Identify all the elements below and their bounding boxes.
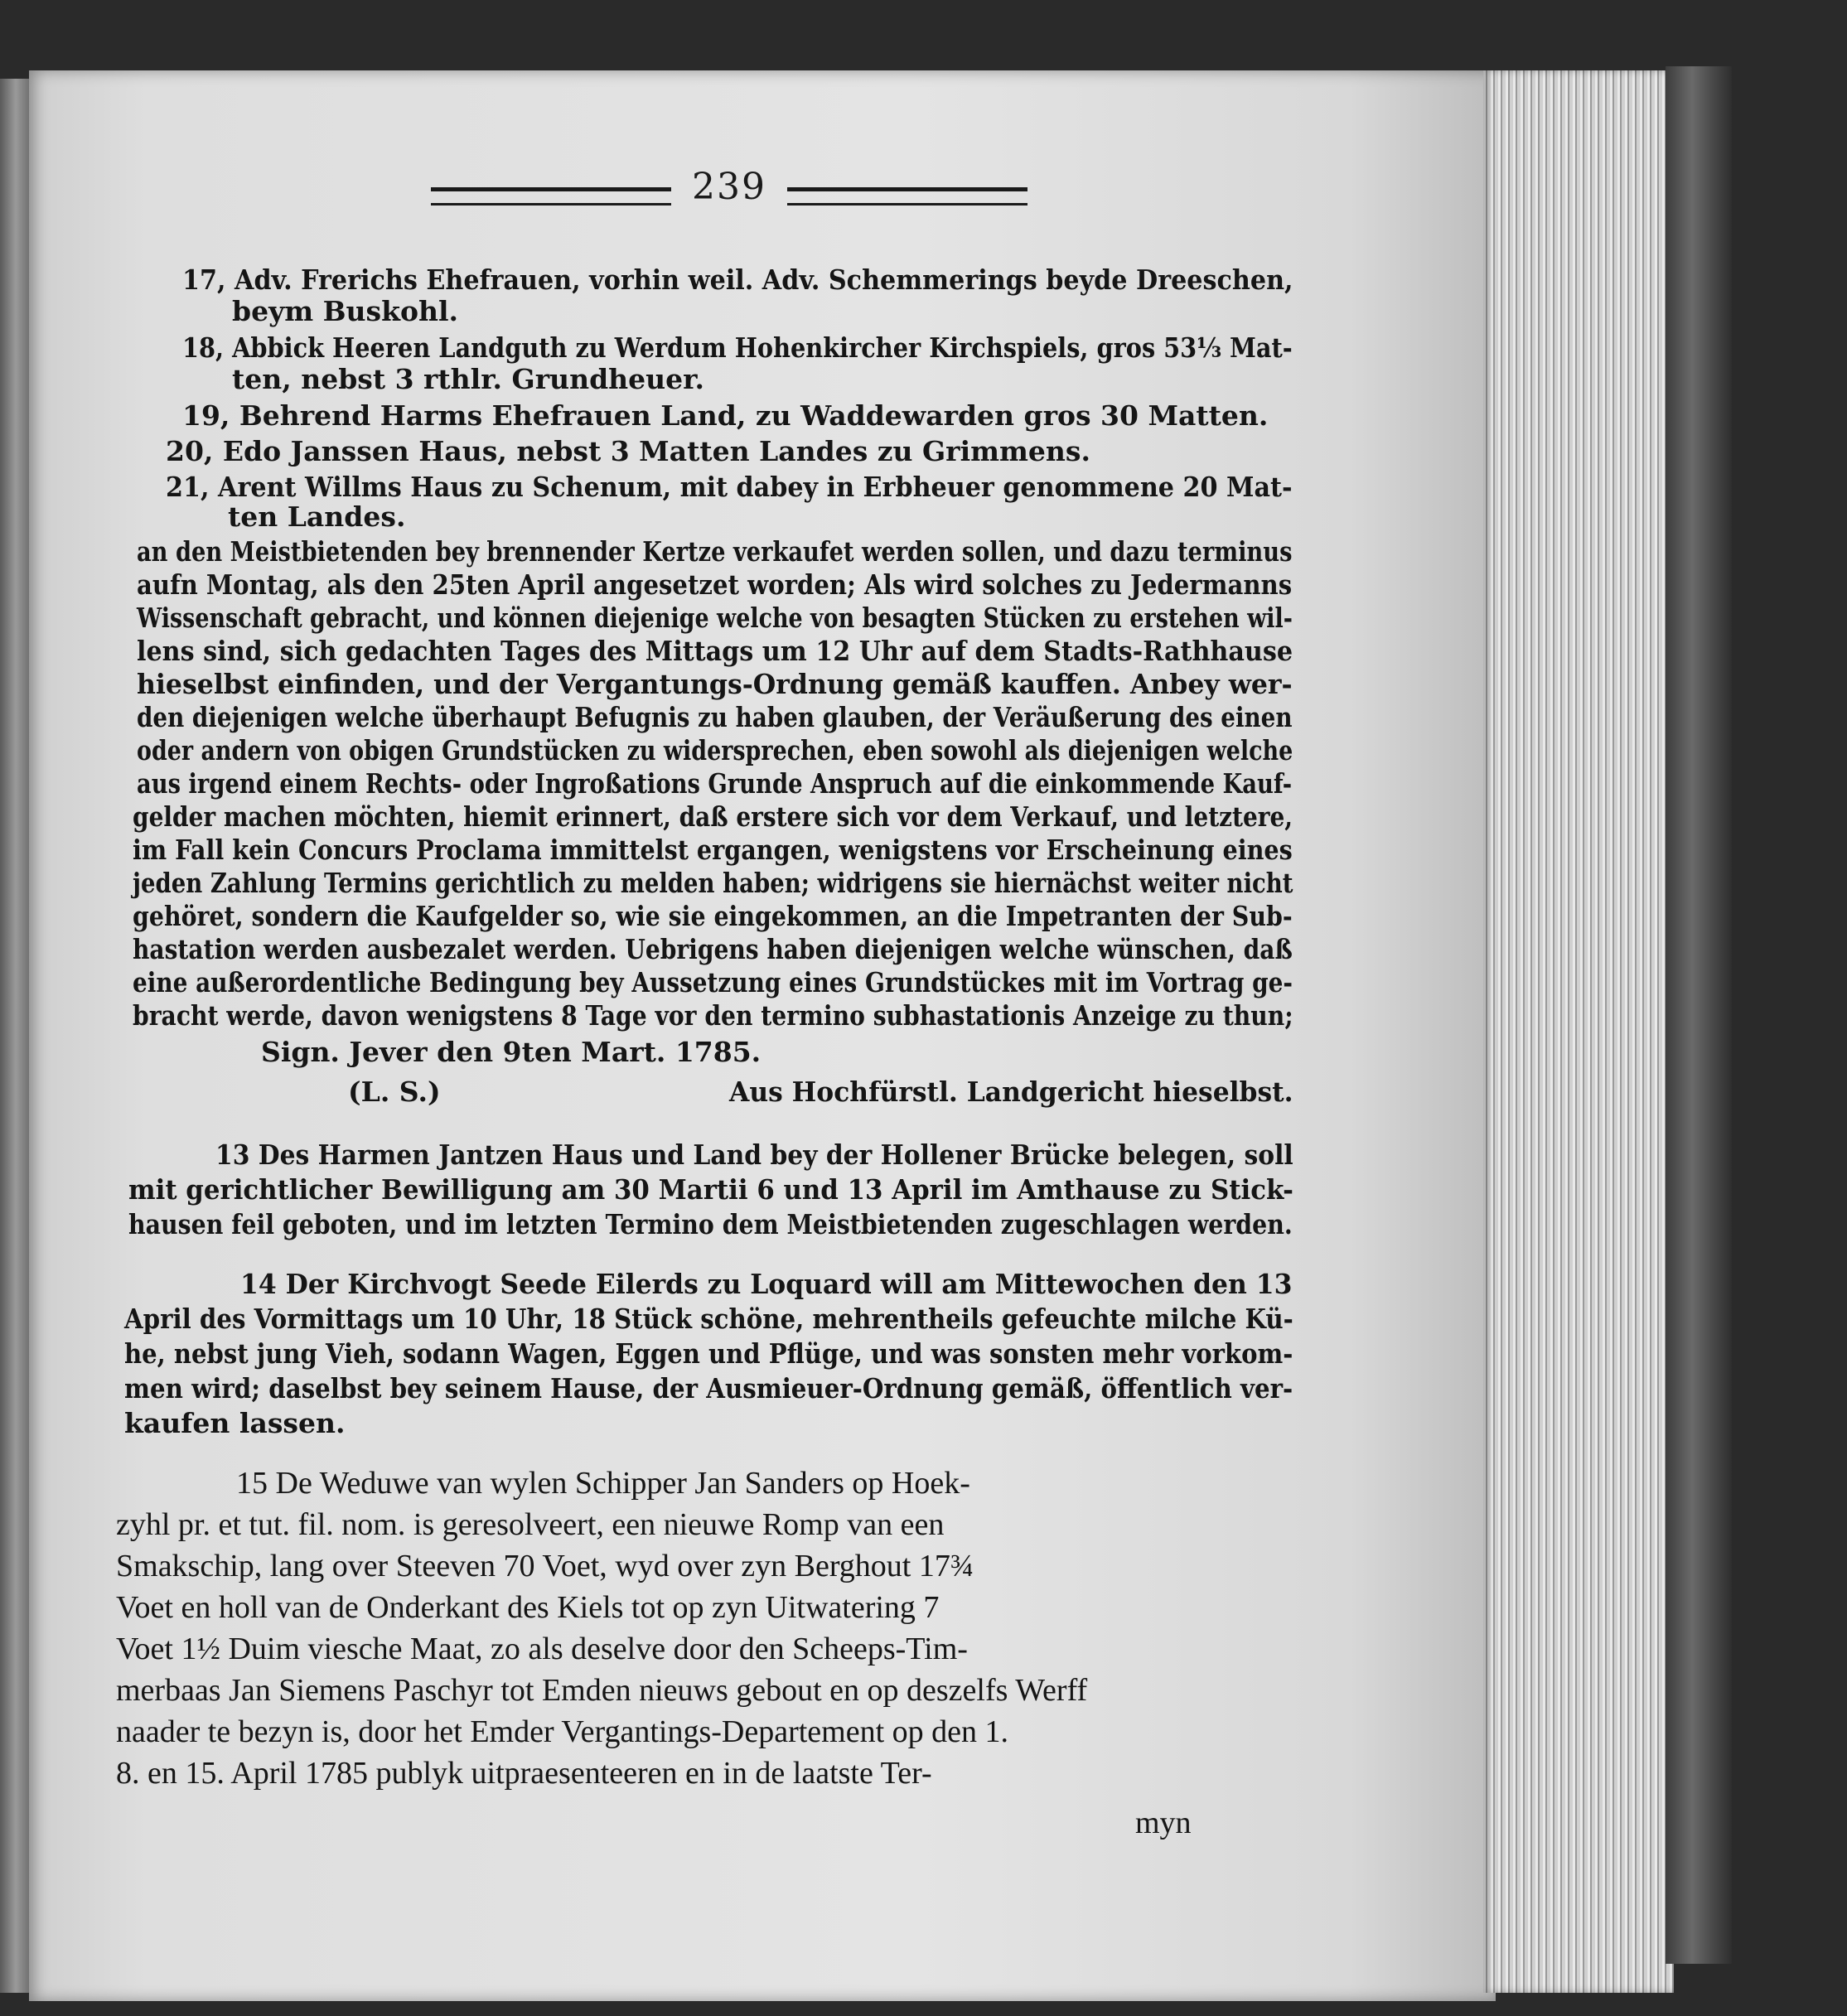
issuer-line: Aus Hochfürstl. Landgericht hieselbst. [729,1076,1293,1108]
text-line: 13 Des Harmen Jantzen Haus und Land bey der Hollener Brücke belegen, soll [215,1139,1293,1171]
text-line: Wissenschaft gebracht, und können diejenige welche von besagten Stücken zu erstehen wil- [137,602,1293,634]
text-line: hausen feil geboten, und im letzten Termino dem Meistbietenden zugeschlagen werden. [128,1208,1293,1240]
text-line: bracht werde, davon wenigstens 8 Tage vor den termino subhastationis Anzeige zu thun; [133,999,1293,1032]
text-line: Voet 1½ Duim viesche Maat, zo als deselve door den Scheeps-Tim- [116,1632,968,1666]
text-line: ten Landes. [228,500,406,533]
text-line: aufn Montag, als den 25ten April angesetzet worden; Als wird solches zu Jedermanns [137,568,1293,601]
page-number: 239 [692,166,766,208]
text-line: kaufen lassen. [124,1407,346,1439]
text-line: merbaas Jan Siemens Paschyr tot Emden nieuws gebout en op deszelfs Werff [116,1673,1088,1708]
text-line: 14 Der Kirchvogt Seede Eilerds zu Loquard will am Mittewochen den 13 [240,1268,1293,1300]
text-line: aus irgend einem Rechts- oder Ingroßations Grunde Anspruch auf die einkommende Kauf- [137,767,1293,800]
text-line: hastation werden ausbezalet werden. Uebrigens haben diejenigen welche wünschen, daß [133,933,1293,965]
left-page-edge [0,79,31,1993]
header-rule-right [787,187,1027,205]
text-line: 15 De Weduwe van wylen Schipper Jan Sanders op Hoek- [236,1466,970,1501]
text-line: 8. en 15. April 1785 publyk uitpraesenteeren en in de laatste Ter- [116,1756,932,1791]
text-line: im Fall kein Concurs Proclama immittelst ergangen, wenigstens vor Erscheinung eines [133,834,1293,866]
text-line: gehöret, sondern die Kaufgelder so, wie sie eingekommen, an die Impetranten der Sub- [133,900,1293,932]
text-line: hieselbst einfinden, und der Vergantungs-Ordnung gemäß kauffen. Anbey wer- [137,668,1293,700]
text-line: jeden Zahlung Termins gerichtlich zu melden haben; widrigens sie hiernächst weiter nicht [133,867,1293,899]
signature-line: Sign. Jever den 9ten Mart. 1785. [261,1036,762,1068]
text-line: ten, nebst 3 rthlr. Grundheuer. [232,363,704,395]
text-line: 21, Arent Willms Haus zu Schenum, mit dabey in Erbheuer genommene 20 Mat- [166,471,1293,503]
text-line: gelder machen möchten, hiemit erinnert, daß erstere sich vor dem Verkauf, und letztere, [133,800,1293,833]
book-cover-edge [1666,66,1732,1964]
text-line: men wird; daselbst bey seinem Hause, der Ausmieuer-Ordnung gemäß, öffentlich ver- [124,1372,1293,1404]
text-line: an den Meistbietenden bey brennender Kertze verkaufet werden sollen, und dazu terminus [137,535,1293,568]
text-line: 17, Adv. Frerichs Ehefrauen, vorhin weil. Adv. Schemmerings beyde Dreeschen, [182,263,1293,296]
text-line: beym Buskohl. [232,295,459,327]
text-line: 20, Edo Janssen Haus, nebst 3 Matten Landes zu Grimmens. [166,435,1090,467]
seal-mark: (L. S.) [348,1076,441,1108]
text-line: Voet en holl van de Onderkant des Kiels tot op zyn Uitwatering 7 [116,1590,940,1625]
page-header [431,166,1027,215]
text-line: 18, Abbick Heeren Landguth zu Werdum Hohenkircher Kirchspiels, gros 53⅓ Mat- [182,331,1293,364]
text-line: 19, Behrend Harms Ehefrauen Land, zu Waddewarden gros 30 Matten. [182,399,1269,432]
text-line: he, nebst jung Vieh, sodann Wagen, Eggen und Pflüge, und was sonsten mehr vorkom- [124,1337,1293,1370]
page-edges [1483,70,1674,1993]
catchword: myn [1135,1806,1192,1840]
text-line: oder andern von obigen Grundstücken zu widersprechen, eben sowohl als diejenigen welche [137,734,1293,766]
text-line: mit gerichtlicher Bewilligung am 30 Martii 6 und 13 April im Amthause zu Stick- [128,1173,1293,1206]
text-line: Smakschip, lang over Steeven 70 Voet, wyd over zyn Berghout 17¾ [116,1549,974,1583]
text-line: naader te bezyn is, door het Emder Vergantings-Departement op den 1. [116,1714,1009,1749]
text-line: den diejenigen welche überhaupt Befugnis zu haben glauben, der Veräußerung des einen [137,701,1293,733]
text-line: eine außerordentliche Bedingung bey Aussetzung eines Grundstückes mit im Vortrag ge- [133,966,1293,998]
text-line: zyhl pr. et tut. fil. nom. is geresolveert, een nieuwe Romp van een [116,1507,945,1542]
text-line: lens sind, sich gedachten Tages des Mittags um 12 Uhr auf dem Stadts-Rathhause [137,635,1293,667]
text-line: April des Vormittags um 10 Uhr, 18 Stück schöne, mehrentheils gefeuchte milche Kü- [124,1303,1293,1335]
